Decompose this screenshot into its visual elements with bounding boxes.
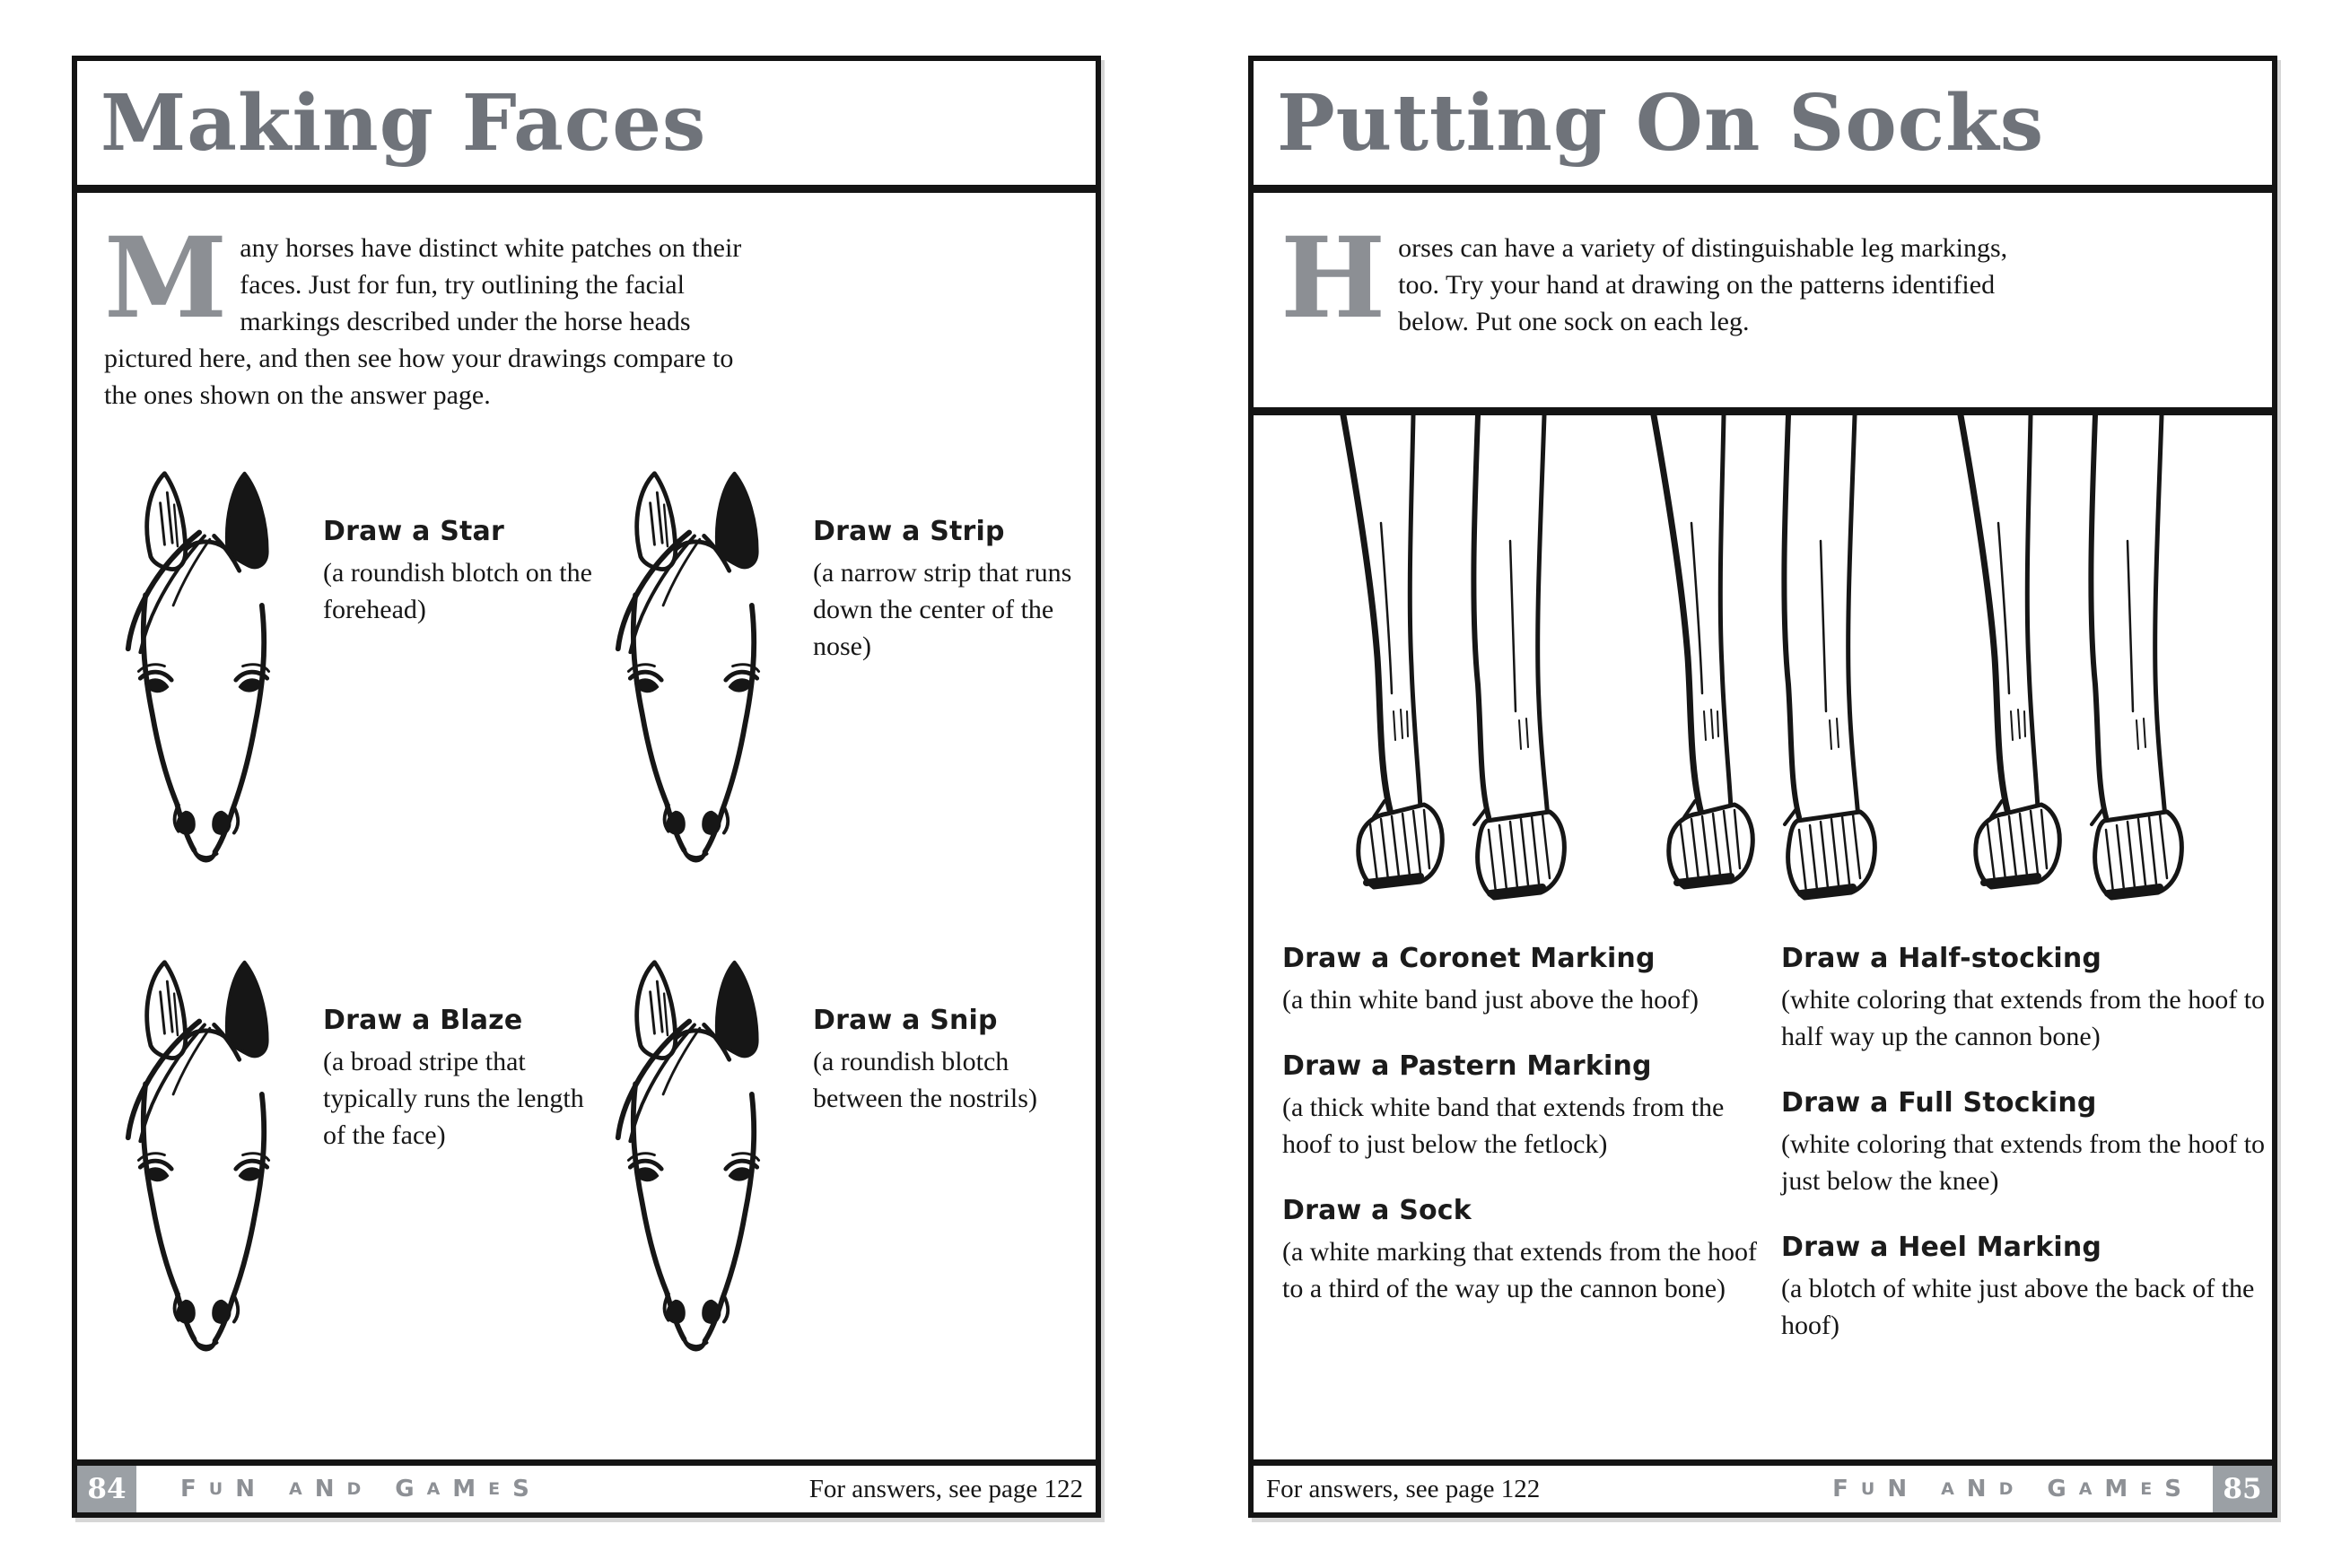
marking-heading: Draw a Heel Marking <box>1781 1232 2102 1264</box>
marking-half-stocking <box>1781 943 2273 1055</box>
figure-description: (a roundish blotch between the nostrils) <box>813 1047 1037 1114</box>
page-number-badge: 85 <box>2213 1466 2272 1512</box>
figure-snip <box>585 949 1088 1396</box>
figure-strip <box>585 460 1088 907</box>
marking-description: (white coloring that extends from the hoof to half way up the cannon bone) <box>1781 985 2266 1052</box>
horizontal-rule <box>1254 407 2272 415</box>
marking-pastern <box>1282 1050 1774 1163</box>
drop-cap: M <box>104 213 228 344</box>
horse-head-illustration <box>95 460 312 907</box>
drop-cap: H <box>1280 213 1386 344</box>
marking-coronet <box>1282 943 1774 1018</box>
series-brand: F U N A N D G A M E S <box>180 1476 529 1503</box>
marking-heading: Draw a Sock <box>1282 1195 1472 1227</box>
figure-blaze <box>95 949 598 1396</box>
marking-description: (a thick white band that extends from the hoof to just below the fetlock) <box>1282 1093 1725 1160</box>
figure-description: (a broad stripe that typically runs the length of the face) <box>323 1047 584 1151</box>
horse-head-illustration <box>585 949 802 1396</box>
answers-note: For answers, see page 122 <box>808 1474 1083 1503</box>
marking-heading: Draw a Coronet Marking <box>1282 943 1656 974</box>
marking-description: (white coloring that extends from the hoof to just below the knee) <box>1781 1129 2266 1197</box>
page-number-badge: 84 <box>77 1466 136 1512</box>
marking-heading: Draw a Pastern Marking <box>1282 1050 1652 1083</box>
marking-description: (a blotch of white just above the back of the hoof) <box>1781 1274 2255 1341</box>
intro-text: orses can have a variety of distinguishable leg markings, too. Try your hand at drawing on the patterns identified below. Put one sock on each leg. <box>1398 233 2008 337</box>
title-band <box>77 61 1096 193</box>
horse-head-illustration <box>585 460 802 907</box>
page-title: Making Faces <box>100 77 707 169</box>
title-band <box>1254 61 2272 193</box>
marking-heading: Draw a Full Stocking <box>1781 1087 2097 1119</box>
figure-description: (a roundish blotch on the forehead) <box>323 558 592 625</box>
figure-label <box>813 1005 1088 1396</box>
marking-sock <box>1282 1195 1774 1307</box>
page-footer <box>77 1459 1096 1512</box>
marking-heading: Draw a Half-stocking <box>1781 943 2102 974</box>
figure-heading: Draw a Blaze <box>323 1005 523 1036</box>
marking-heel <box>1781 1232 2273 1344</box>
page-footer <box>1254 1459 2272 1512</box>
horse-head-illustration <box>95 949 312 1396</box>
figure-heading: Draw a Strip <box>813 516 1005 547</box>
marking-description: (a thin white band just above the hoof) <box>1282 985 1700 1015</box>
answers-note: For answers, see page 122 <box>1266 1474 1541 1503</box>
marking-full-stocking <box>1781 1087 2273 1199</box>
intro-paragraph <box>104 213 747 414</box>
figure-heading: Draw a Snip <box>813 1005 998 1036</box>
marking-description: (a white marking that extends from the hoof to a third of the way up the cannon bone) <box>1282 1237 1758 1304</box>
figure-star <box>95 460 598 907</box>
figure-description: (a narrow strip that runs down the center of the nose) <box>813 558 1072 662</box>
figure-heading: Draw a Star <box>323 516 504 547</box>
intro-paragraph <box>1280 213 2049 344</box>
figure-label <box>323 516 598 907</box>
markings-column-left <box>1282 943 1774 1339</box>
intro-text: any horses have distinct white patches on their faces. Just for fun, try outlining the facial markings described under the horse heads pictured here, and then see how your drawings compare to the ones shown on the answer page. <box>104 233 742 411</box>
page-title: Putting On Socks <box>1277 77 2045 169</box>
figure-label <box>813 516 1088 907</box>
page-putting-on-socks <box>1248 56 2277 1518</box>
page-making-faces <box>72 56 1101 1518</box>
horse-legs-illustration <box>1254 415 2270 931</box>
figure-label <box>323 1005 598 1396</box>
series-brand: F U N A N D G A M E S <box>1832 1476 2181 1503</box>
markings-column-right <box>1781 943 2273 1377</box>
